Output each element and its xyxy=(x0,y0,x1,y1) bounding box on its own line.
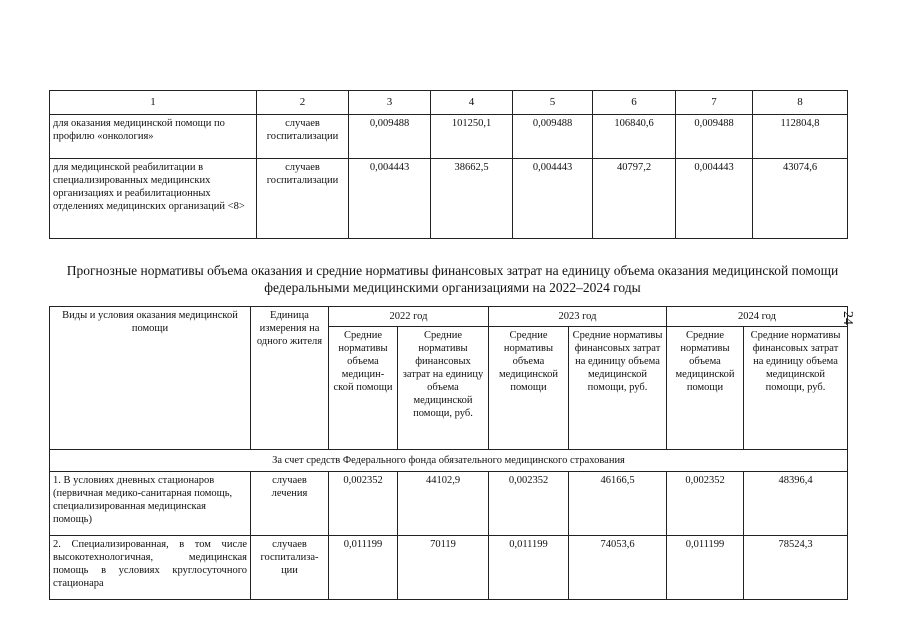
subheader-cost: Средние нормативы финансовых затрат на единицу объема медицинской помощи, руб. xyxy=(744,327,848,450)
col-number: 4 xyxy=(431,91,513,115)
section-row xyxy=(50,450,848,472)
cell-value: 46166,5 xyxy=(569,472,667,536)
table-row xyxy=(50,159,848,239)
header-unit: Единица измерения на одного жителя xyxy=(251,307,329,450)
header-year-2024: 2024 год xyxy=(667,307,848,327)
row-name: для медицинской реабилитации в специализированных медицинских организациях и реабилитационных отделениях медицинских организаций <8> xyxy=(50,159,257,239)
header-year-2023: 2023 год xyxy=(489,307,667,327)
subheader-volume: Средние нормативы объема медицинской помощи xyxy=(667,327,744,450)
cell-value: 0,004443 xyxy=(349,159,431,239)
cell-value: 78524,3 xyxy=(744,536,848,600)
cell-value: 74053,6 xyxy=(569,536,667,600)
row-unit: случаев госпитализации xyxy=(257,159,349,239)
subheader-cost: Средние нормативы финансовых затрат на единицу объема медицинской помощи, руб. xyxy=(569,327,667,450)
cell-value: 0,011199 xyxy=(667,536,744,600)
subheader-cost: Средние нормативы финансовых затрат на единицу объема медицинской помощи, руб. xyxy=(398,327,489,450)
row-unit: случаев лечения xyxy=(251,472,329,536)
cell-value: 0,002352 xyxy=(667,472,744,536)
page-number: 24 xyxy=(840,311,855,325)
cell-value: 112804,8 xyxy=(753,115,848,159)
header-year-2022: 2022 год xyxy=(329,307,489,327)
col-number: 2 xyxy=(257,91,349,115)
col-number: 1 xyxy=(50,91,257,115)
cell-value: 0,004443 xyxy=(676,159,753,239)
col-number: 8 xyxy=(753,91,848,115)
subheader-volume: Средние нормативы объема медицинской помощи xyxy=(489,327,569,450)
subheader-volume: Средние нормативы объема медицин-ской помощи xyxy=(329,327,398,450)
continuation-table xyxy=(49,90,848,239)
header-kinds: Виды и условия оказания медицинской помощи xyxy=(50,307,251,450)
col-number: 5 xyxy=(513,91,593,115)
cell-value: 40797,2 xyxy=(593,159,676,239)
row-name: 1. В условиях дневных стационаров (первичная медико-санитарная помощь, специализированная медицинская помощь) xyxy=(50,472,251,536)
cell-value: 0,011199 xyxy=(489,536,569,600)
row-unit: случаев госпитализа-ции xyxy=(251,536,329,600)
cell-value: 48396,4 xyxy=(744,472,848,536)
cell-value: 0,004443 xyxy=(513,159,593,239)
cell-value: 43074,6 xyxy=(753,159,848,239)
column-number-row xyxy=(50,91,848,115)
cell-value: 38662,5 xyxy=(431,159,513,239)
cell-value: 44102,9 xyxy=(398,472,489,536)
col-number: 6 xyxy=(593,91,676,115)
cell-value: 0,009488 xyxy=(349,115,431,159)
cell-value: 106840,6 xyxy=(593,115,676,159)
normatives-table xyxy=(49,306,848,600)
col-number: 7 xyxy=(676,91,753,115)
row-unit: случаев госпитализации xyxy=(257,115,349,159)
table-row xyxy=(50,536,848,600)
col-number: 3 xyxy=(349,91,431,115)
cell-value: 0,009488 xyxy=(676,115,753,159)
cell-value: 101250,1 xyxy=(431,115,513,159)
cell-value: 70119 xyxy=(398,536,489,600)
cell-value: 0,002352 xyxy=(329,472,398,536)
table-row xyxy=(50,472,848,536)
section-label: За счет средств Федерального фонда обязательного медицинского страхования xyxy=(50,450,848,472)
cell-value: 0,011199 xyxy=(329,536,398,600)
section-title: Прогнозные нормативы объема оказания и средние нормативы финансовых затрат на единицу объема оказания медицинской помощи федеральными медицинскими организациями на 2022–2024 годы xyxy=(66,263,839,295)
table-row xyxy=(50,115,848,159)
header-row xyxy=(50,307,848,327)
cell-value: 0,002352 xyxy=(489,472,569,536)
row-name: 2. Специализированная, в том числе высокотехнологичная, медицинская помощь в условиях круглосуточного стационара xyxy=(50,536,251,600)
cell-value: 0,009488 xyxy=(513,115,593,159)
row-name: для оказания медицинской помощи по профилю «онкология» xyxy=(50,115,257,159)
